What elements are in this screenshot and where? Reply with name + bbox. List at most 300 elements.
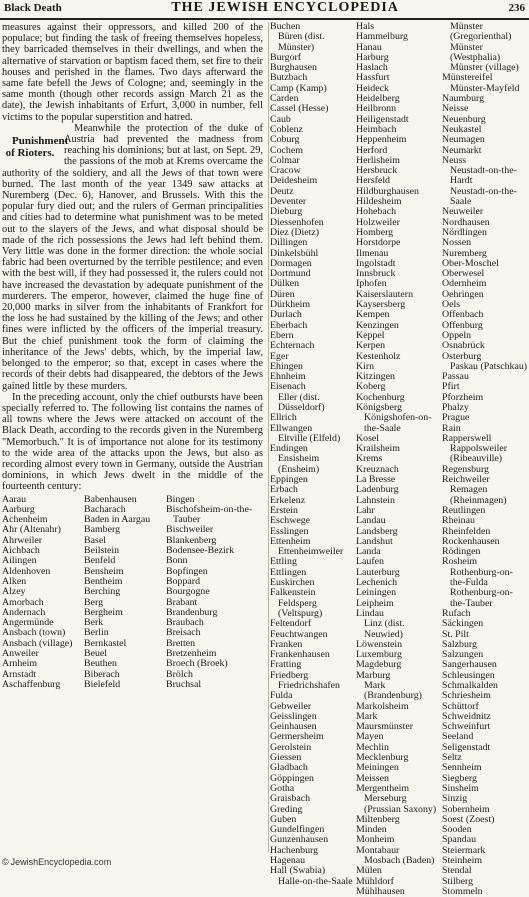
place-name: Ellrich <box>270 412 297 424</box>
place-name: Berching <box>84 586 121 598</box>
place-name: Brandenburg <box>166 606 218 618</box>
place-name: Ebern <box>270 329 294 341</box>
place-name: Osnabrück <box>442 340 485 352</box>
place-name: Ettenheim <box>270 535 311 547</box>
place-name: Naumburg <box>442 93 485 105</box>
place-name: Heidelberg <box>356 93 400 105</box>
place-name: Landau <box>356 515 386 527</box>
place-name: Dülken <box>270 278 300 290</box>
place-name: Münstereifel <box>442 72 493 84</box>
place-name: Eppingen <box>270 474 308 486</box>
place-name: Endingen <box>270 443 308 455</box>
place-name: Schmalkalden <box>442 680 498 691</box>
place-name: Meissen <box>356 772 389 784</box>
place-name: Kitzingen <box>356 371 395 383</box>
place-name: Heideck <box>356 82 389 94</box>
place-name: Kempen <box>356 309 390 321</box>
places-list <box>442 22 528 897</box>
place-name: Seltz <box>442 752 462 764</box>
place-name: Offenbach <box>442 309 484 321</box>
place-name: Berk <box>84 617 104 629</box>
place-name: Ellwangen <box>270 422 313 434</box>
place-name: Cassel (Hesse) <box>270 103 329 115</box>
place-name: Bopfingen <box>166 565 208 577</box>
place-name: Feltendorf <box>270 618 312 630</box>
place-name: Bamberg <box>84 524 121 536</box>
place-name: Monheim <box>356 834 395 846</box>
place-name: Rothenburg-on-the-Tauber <box>450 587 513 609</box>
place-name: La Bresse <box>356 474 396 486</box>
place-name: Pfirt <box>442 381 460 393</box>
place-name: Mergentheim <box>356 782 410 794</box>
place-name: Lahnstein <box>356 494 395 506</box>
place-name: Magdeburg <box>356 659 402 671</box>
place-name: Passau <box>442 371 469 383</box>
place-name: Gerolstein <box>270 741 312 753</box>
place-name: Merseburg (Prussian Saxony) <box>364 793 437 815</box>
place-name: Krailsheim <box>356 443 400 455</box>
place-name: Herlisheim <box>356 154 400 166</box>
place-name: Ansbach (village) <box>2 637 73 649</box>
sidenote: Punishment of Rioters. <box>5 134 69 159</box>
place-name: Nossen <box>442 237 472 249</box>
place-name: Luxemburg <box>356 649 402 661</box>
places-column-2 <box>84 495 166 691</box>
places-column-a <box>270 22 354 887</box>
place-name: Bacharach <box>84 503 126 515</box>
place-name: Burghausen <box>270 62 317 74</box>
place-name: Dormagen <box>270 257 312 269</box>
place-name: Germersheim <box>270 731 324 743</box>
place-name: Münster (Westphalia) <box>450 41 501 63</box>
place-name: Gebweiler <box>270 700 312 712</box>
place-name: Reutlingen <box>442 504 486 516</box>
place-name: Homberg <box>356 226 394 238</box>
place-name: Neumagen <box>442 134 485 146</box>
place-name: Colmar <box>270 154 300 166</box>
place-name: Erstein <box>270 504 298 516</box>
places-column-b <box>356 22 440 897</box>
place-name: Eschwege <box>270 515 311 527</box>
place-name: Eisenach <box>270 381 306 393</box>
journal-title: THE JEWISH ENCYCLOPEDIA <box>171 0 399 15</box>
place-name: Diessenhofen <box>270 216 324 228</box>
place-name: Graisbach <box>270 793 311 805</box>
column-divider <box>268 22 269 852</box>
place-name: Dürkheim <box>270 299 311 311</box>
place-name: Bonn <box>166 555 188 567</box>
place-name: Reichweiler <box>442 474 490 486</box>
place-name: Ladenburg <box>356 484 399 496</box>
place-name: Osterburg <box>442 350 482 362</box>
place-name: Ahrweiler <box>2 534 43 546</box>
place-name: Neustadt-on-the-Hardt <box>450 165 517 187</box>
place-name: Berlin <box>84 627 109 639</box>
place-name: Basel <box>84 534 106 546</box>
place-name: Falkenstein <box>270 587 316 599</box>
place-name: Neuss <box>442 154 467 166</box>
place-name: Steiermark <box>442 844 486 856</box>
place-name: Euskirchen <box>270 577 315 589</box>
place-name: Pforzheim <box>442 391 484 403</box>
place-name: Iphofen <box>356 278 387 290</box>
place-name: Heppenheim <box>356 134 407 146</box>
place-name: Dinkelsbühl <box>270 247 319 259</box>
place-name: Giessen <box>270 752 302 764</box>
place-name: Bourgogne <box>166 586 210 598</box>
place-name: Ettling <box>270 556 297 568</box>
place-name: Durlach <box>270 309 302 321</box>
place-name: Arnheim <box>2 658 38 670</box>
place-name: Keppel <box>356 329 385 341</box>
place-name: Bruchsal <box>166 678 202 690</box>
place-name: Arnstadt <box>2 668 37 680</box>
place-name: Feldsperg (Veltspurg) <box>278 597 323 619</box>
place-name: Rockenhausen <box>442 535 500 547</box>
place-name: Brabant <box>166 596 198 608</box>
place-name: Soest (Zoest) <box>442 813 495 825</box>
place-name: Deidesheim <box>270 175 318 187</box>
place-name: Kochenburg <box>356 391 405 403</box>
place-name: Oehringen <box>442 288 484 300</box>
place-name: Spandau <box>442 834 477 846</box>
place-name: Eller (dist. Düsseldorf) <box>278 391 325 413</box>
place-name: Prague <box>442 412 470 424</box>
place-name: Innsbruck <box>356 268 396 280</box>
place-name: Cochem <box>270 144 303 156</box>
place-name: Aarau <box>2 493 27 505</box>
place-name: Gundelfingen <box>270 824 325 836</box>
place-name: Salzburg <box>442 638 477 650</box>
place-name: Königshofen-on-the-Saale <box>364 412 432 434</box>
place-name: Dieburg <box>270 206 303 218</box>
place-name: Büren (dist. Münster) <box>278 31 325 53</box>
place-name: Bodensee-Bezirk <box>166 545 235 557</box>
place-name: Oberwesel <box>442 268 485 280</box>
place-name: Phalzy <box>442 401 469 413</box>
place-name: Gladbach <box>270 762 308 774</box>
place-name: Deutz <box>270 185 294 197</box>
place-name: Holzweiler <box>356 216 400 228</box>
place-name: Hohebach <box>356 206 397 218</box>
place-name: Baden in Aargau <box>84 514 151 526</box>
place-name: Frankenhausen <box>270 649 330 661</box>
place-name: Beuel <box>84 647 108 659</box>
place-name: Seeland <box>442 731 474 743</box>
site-link[interactable]: JewishEncyclopedia.com <box>10 857 112 867</box>
paragraph-with-sidenote <box>2 123 263 392</box>
place-name: Ilmenau <box>356 247 389 259</box>
paragraph: measures against their oppressors, and killed 200 of the populace; but finding the task of freeing themselves hopeless, they barricaded themselves in their dwellings, and when the alternative of starvation or baptism faced them, set fire to their houses and perished in the flames. Two days afterward the same fate befell the Jews of Cologne; and, seemingly in the same month (though other records assign March 21 as the date), the Jewish inhabitants of Erfurt, 3,000 in number, fell victims to the popular superstition and hatred. <box>2 22 263 123</box>
place-name: Landshut <box>356 535 393 547</box>
place-name: Kestenholz <box>356 350 401 362</box>
page-header <box>0 0 529 20</box>
place-name: Mosbach (Baden) <box>364 855 435 867</box>
place-name: Gunzenhausen <box>270 834 329 846</box>
place-name: Seligenstadt <box>442 741 491 753</box>
place-name: Stommeln <box>442 885 483 897</box>
place-name: Halle-on-the-Saale <box>278 875 353 887</box>
place-name: Horstdorpe <box>356 237 401 249</box>
place-name: Bensheim <box>84 565 124 577</box>
place-name: Schweinfurt <box>442 721 491 733</box>
place-name: Rheinau <box>442 515 475 527</box>
place-name: Bingen <box>166 493 195 505</box>
footer <box>2 857 111 867</box>
place-name: Hall (Swabia) <box>270 865 326 877</box>
place-name: Schweidnitz <box>442 710 491 722</box>
place-name: Kosel <box>356 432 380 444</box>
place-name: Schriesheim <box>442 690 491 702</box>
place-name: Hersfeld <box>356 175 390 187</box>
place-name: Rosheim <box>442 556 478 568</box>
place-name: Haslach <box>356 62 388 74</box>
place-name: Rothenburg-on-the-Fulda <box>450 566 513 589</box>
place-name: Mecklenburg <box>356 752 409 764</box>
place-name: Lahr <box>356 504 375 516</box>
place-name: Deventer <box>270 196 307 208</box>
place-name: Benfeld <box>84 555 116 567</box>
place-name: Berg <box>84 596 104 608</box>
place-name: Hals <box>356 21 375 32</box>
place-name: Eberbach <box>270 319 308 331</box>
place-name: Siegberg <box>442 772 477 784</box>
place-name: Bischweiler <box>166 524 214 536</box>
place-name: Sooden <box>442 824 472 836</box>
place-name: Guben <box>270 813 297 825</box>
place-name: Carden <box>270 93 299 105</box>
place-name: Sobernheim <box>442 803 490 815</box>
place-name: Kirn <box>356 360 375 372</box>
place-name: Mühlhausen <box>356 885 405 897</box>
place-name: Maursmünster <box>356 721 414 733</box>
place-name: Hanau <box>356 41 382 53</box>
place-name: Hammelburg <box>356 31 408 43</box>
place-name: Diez (Dietz) <box>270 226 320 238</box>
place-name: Coburg <box>270 134 300 146</box>
place-name: Bretten <box>166 637 196 649</box>
left-column <box>0 22 266 690</box>
place-name: Alken <box>2 575 27 587</box>
place-name: Löwenstein <box>356 638 403 650</box>
place-name: Sennheim <box>442 762 482 774</box>
place-name: Harburg <box>356 51 389 63</box>
place-name: Markolsheim <box>356 700 409 712</box>
place-name: Bergheim <box>84 606 123 618</box>
place-name: Biberach <box>84 668 120 680</box>
place-name: Oels <box>442 299 461 311</box>
place-name: Mark <box>356 710 378 722</box>
place-name: Meiningen <box>356 762 399 774</box>
place-name: Rapperswell <box>442 432 492 444</box>
place-name: Ettenheimweiler <box>278 546 344 558</box>
running-topic: Black Death <box>4 2 62 14</box>
place-name: Offenburg <box>442 319 483 331</box>
place-name: Cracow <box>270 165 301 177</box>
place-name: Alzey <box>2 586 26 598</box>
place-name: Kaysersberg <box>356 299 406 311</box>
place-name: Mühldorf <box>356 875 394 887</box>
place-name: Burgorf <box>270 51 302 63</box>
place-name: Bretzenheim <box>166 647 217 659</box>
place-name: Buchen <box>270 21 301 32</box>
place-name: Kenzingen <box>356 319 399 331</box>
place-name: Königsberg <box>356 401 402 413</box>
place-name: Sinsheim <box>442 782 479 794</box>
place-name: Bentheim <box>84 575 123 587</box>
place-name: Aschaffenburg <box>2 678 61 690</box>
place-name: Nördlingen <box>442 226 487 238</box>
places-list-left <box>0 495 266 691</box>
place-name: Kerpen <box>356 340 386 352</box>
places-list <box>356 22 440 897</box>
place-name: Leipheim <box>356 597 394 609</box>
place-name: Ahr (Altenahr) <box>2 524 61 536</box>
place-name: Krems <box>356 453 383 465</box>
place-name: Geinhausen <box>270 721 317 733</box>
place-name: Rain <box>442 422 461 434</box>
place-name: Eltville (Elfeld) <box>278 432 341 444</box>
place-name: Münster (Gregorienthal) <box>450 21 512 43</box>
place-name: Hachenburg <box>270 844 319 856</box>
place-name: Marburg <box>356 669 391 681</box>
place-name: Ehnheim <box>270 371 306 383</box>
place-name: Aichbach <box>2 545 40 557</box>
place-name: Greding <box>270 803 303 815</box>
place-name: Beuthen <box>84 658 117 670</box>
place-name: Neuenburg <box>442 113 486 125</box>
place-name: Schüttorf <box>442 700 479 712</box>
place-name: Rufach <box>442 607 471 619</box>
paragraph: In the preceding account, only the chief outbursts have been specially referred to. The following list contains the names of all towns where the Jews were attacked on account of the Black Death, according to the records given in the Nuremberg "Memorbuch." It is of importance not alone for its testimony to the wide area of the attacks upon the Jews, but also as recording almost every town in Germany, outside the Austrian dominions, in which Jews dwelt in the middle of the fourteenth century: <box>2 391 263 493</box>
place-name: Fratting <box>270 659 302 671</box>
place-name: Münster-Mayfeld <box>450 82 520 94</box>
place-name: Hildburghausen <box>356 185 419 197</box>
place-name: Nordhausen <box>442 216 490 228</box>
place-name: Steinheim <box>442 855 483 867</box>
place-name: Regensburg <box>442 463 489 475</box>
place-name: Miltenberg <box>356 813 400 825</box>
place-name: Mechlin <box>356 741 389 753</box>
place-name: Salzungen <box>442 649 484 661</box>
place-name: Ingolstadt <box>356 257 396 269</box>
places-column-1 <box>2 495 84 691</box>
place-name: Linz (dist. Neuwied) <box>364 618 405 640</box>
place-name: Leiningen <box>356 587 397 599</box>
place-name: Neustadt-on-the-Saale <box>450 185 517 208</box>
place-name: Hildesheim <box>356 196 402 208</box>
place-name: Paskau (Patschkau) <box>450 360 528 372</box>
place-name: Aldenhoven <box>2 565 51 577</box>
place-name: Neuweiler <box>442 206 484 218</box>
place-name: Remagen (Rheinmagen) <box>450 484 507 506</box>
place-name: Lechenich <box>356 577 398 589</box>
place-name: Ober-Moschel <box>442 257 499 269</box>
place-name: Kaiserslautern <box>356 288 414 300</box>
place-name: Bernkastel <box>84 637 127 649</box>
place-name: Boppard <box>166 575 201 587</box>
place-name: Odernheim <box>442 278 487 290</box>
place-name: Friedrichshafen <box>278 680 340 691</box>
place-name: Kreuznach <box>356 463 399 475</box>
place-name: Amorbach <box>2 596 44 608</box>
place-name: Mark (Brandenburg) <box>364 680 422 702</box>
place-name: Säckingen <box>442 618 484 630</box>
place-name: Hersbruck <box>356 165 398 177</box>
place-name: Laufen <box>356 556 384 568</box>
place-name: Camp (Kamp) <box>270 82 327 94</box>
place-name: Dortmund <box>270 268 311 280</box>
paragraph-text: Meanwhile the protection of the duke of Austria had prevented the madness from reaching his dominions; but at last, on Sept. 29, the passions of the mob at Krems overcame the authority of the soldiery, and all the Jews of that town were burned. The last month of the year 1349 saw attacks at Nuremberg (Dec. 6), Hanover, and Brussels. With this the popular fury died out; and the rulers of German principalities and cities had to determine what punishment was to be meted out to the slayers of the Jews, and what disposal should be made of the rich possessions the Jews had left behind them. Very little was done in the former direction: the whole social fabric had been overturned by the terrible pestilence; and even with the best will, if they had possessed it, the rulers could not have increased the devastation by adequate punishment of the murderers. The emperor, however, claimed the huge fine of 20,000 marks in silver from the inhabitants of Frankfort for the loss he had sustained by the killing of the Jews; and other fines were inflicted by the officers of the imperial treasury. But the chief punishment took the form of claiming the inheritance of the Jews' debts, which, by the imperial law, belonged to the emperor; so that, except in cases where the records of their debts had disappeared, the debtors of the Jews gained little by these murders. <box>2 122 263 392</box>
place-name: Ettlingen <box>270 566 307 578</box>
place-name: Erkelenz <box>270 494 306 506</box>
place-name: Friedberg <box>270 669 309 681</box>
place-name: Hagenau <box>270 855 306 867</box>
place-name: Hassfurt <box>356 72 390 84</box>
place-name: Montabaur <box>356 844 400 856</box>
article-text <box>0 22 266 493</box>
place-name: Coblenz <box>270 123 303 135</box>
place-name: Geisslingen <box>270 710 317 722</box>
place-name: Neisse <box>442 103 469 115</box>
place-name: Oppeln <box>442 329 472 341</box>
places-column-c <box>442 22 528 897</box>
place-name: Franken <box>270 638 303 650</box>
place-name: Ansbach (town) <box>2 627 66 639</box>
place-name: Neukastel <box>442 123 482 135</box>
place-name: Butzbach <box>270 72 308 84</box>
places-column-3 <box>166 495 264 691</box>
place-name: Echternach <box>270 340 315 352</box>
place-name: Koberg <box>356 381 386 393</box>
place-name: Mayen <box>356 731 384 743</box>
place-name: Caub <box>270 113 291 125</box>
place-name: Aarburg <box>2 503 35 515</box>
place-name: Fulda <box>270 690 293 702</box>
place-name: Babenhausen <box>84 493 137 505</box>
place-name: Landsberg <box>356 525 398 537</box>
place-name: Beilstein <box>84 545 120 557</box>
place-name: Brölch <box>166 668 193 680</box>
place-name: Ehingen <box>270 360 303 372</box>
place-name: Sinzig <box>442 793 468 805</box>
place-name: Achenheim <box>2 514 48 526</box>
place-name: Münster (village) <box>450 62 519 74</box>
place-name: Schleusingen <box>442 669 495 681</box>
place-name: Ailingen <box>2 555 37 567</box>
places-list <box>270 22 354 887</box>
place-name: Breisach <box>166 627 201 639</box>
place-name: Feuchtwangen <box>270 628 328 640</box>
place-name: Landa <box>356 546 381 558</box>
place-name: Stendal <box>442 865 472 877</box>
place-name: Sangerhausen <box>442 659 497 671</box>
page-number: 236 <box>508 2 525 14</box>
place-name: Erbach <box>270 484 298 496</box>
place-name: Minden <box>356 824 387 836</box>
place-name: Heilbronn <box>356 103 397 115</box>
place-name: St. Pilt <box>442 628 469 640</box>
place-name: Braubach <box>166 617 204 629</box>
place-name: Dillingen <box>270 237 308 249</box>
place-name: Bielefeld <box>84 678 121 690</box>
place-name: Heimbach <box>356 123 397 135</box>
copyright-icon: © <box>2 857 9 867</box>
place-name: Rheinfelden <box>442 525 491 537</box>
place-name: Mülen <box>356 865 382 877</box>
place-name: Eger <box>270 350 289 362</box>
place-name: Stilberg <box>442 875 474 887</box>
